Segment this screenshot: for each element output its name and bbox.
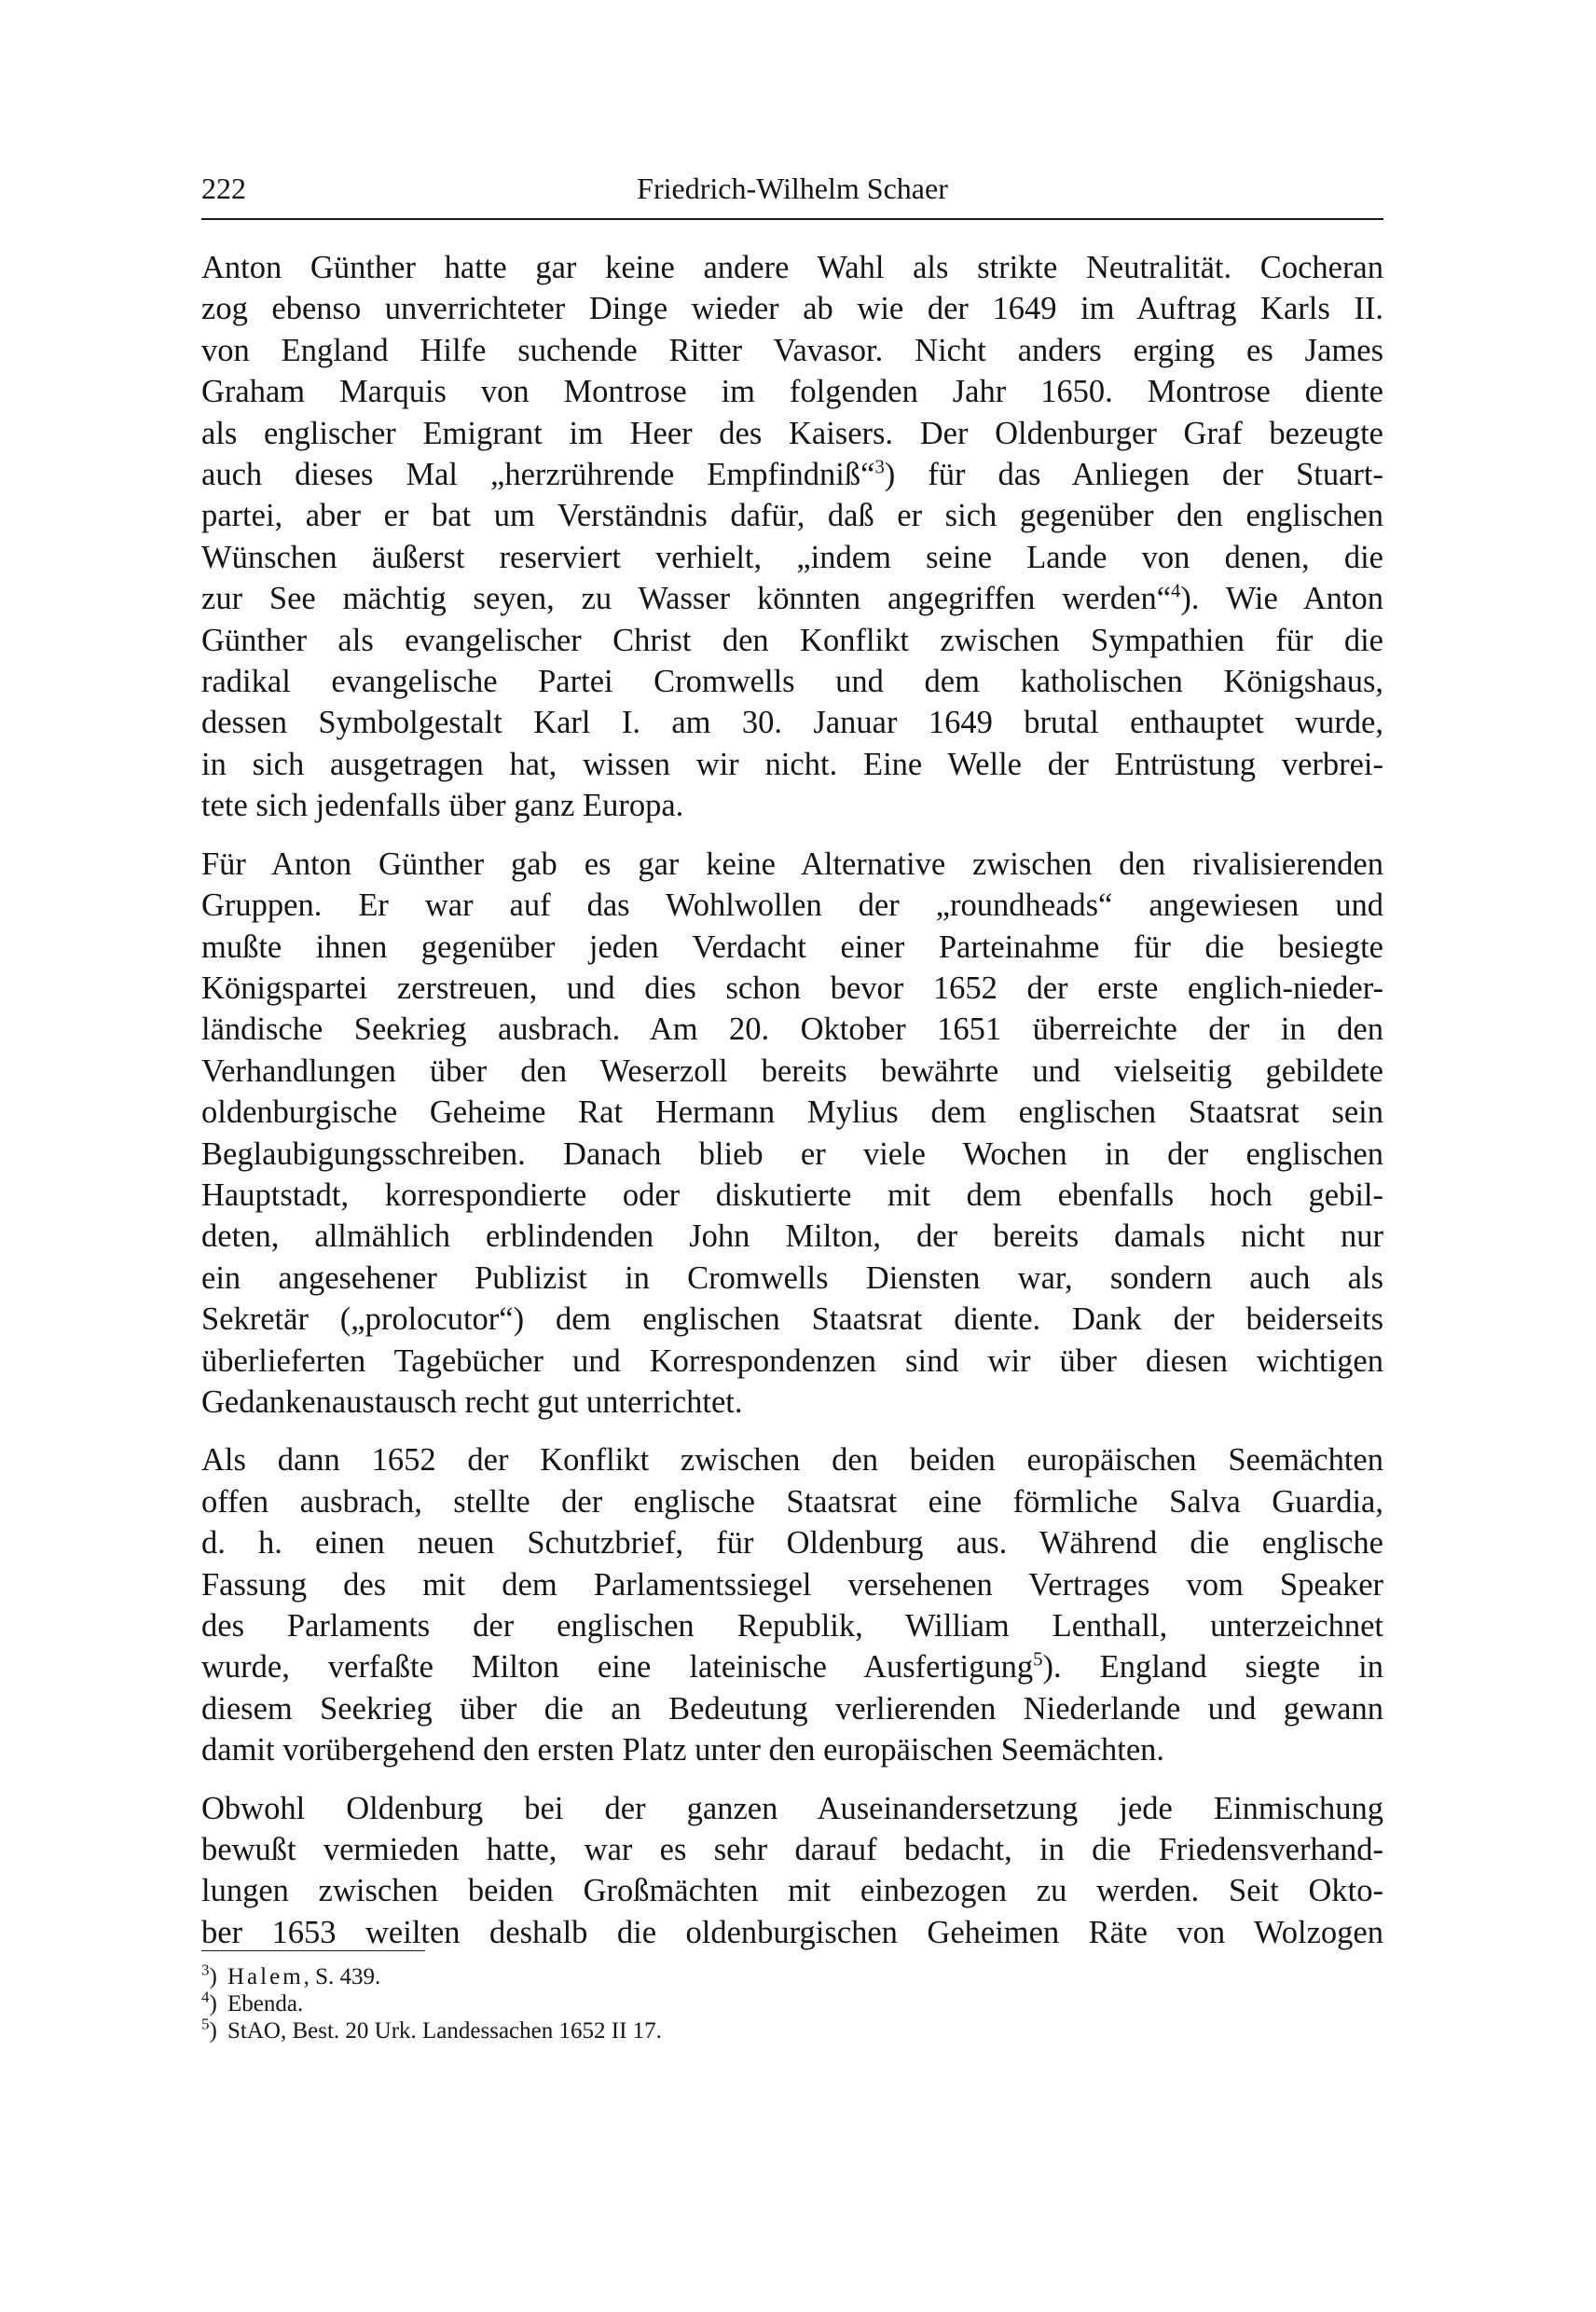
footnote-mark: $^3$)	[201, 1961, 217, 1989]
text-line: Graham Marquis von Montrose im folgenden Jahr 1650. Montrose diente	[201, 374, 1383, 410]
text-line: in sich ausgetragen hat, wissen wir nicht. Eine Welle der Entrüstung verbrei-	[201, 746, 1383, 782]
text-line: ber 1653 weilten deshalb die oldenburgischen Geheimen Räte von Wolzogen	[201, 1914, 1383, 1950]
text-line: Gruppen. Er war auf das Wohlwollen der „roundheads“ angewiesen und	[201, 888, 1383, 924]
text-segment: ). Wie Anton	[1180, 581, 1384, 617]
text-line: Als dann 1652 der Konflikt zwischen den beiden europäischen Seemächten	[201, 1442, 1383, 1479]
footnote-author: Halem	[227, 1964, 304, 1989]
footnote-reference: 3	[874, 457, 885, 478]
text-line: offen ausbrach, stellte der englische Staatsrat eine förmliche Salva Guardia,	[201, 1483, 1383, 1520]
text-line: Wünschen äußerst reserviert verhielt, „indem seine Lande von denen, die	[201, 539, 1383, 575]
text-line: Hauptstadt, korrespondierte oder diskutierte mit dem ebenfalls hoch gebil-	[201, 1177, 1383, 1213]
text-line: deten, allmählich erblindenden John Milton, der bereits damals nicht nur	[201, 1218, 1383, 1255]
text-line: Königspartei zerstreuen, und dies schon bevor 1652 der erste englich-nieder-	[201, 970, 1383, 1006]
footnote-text: , S. 439.	[303, 1964, 381, 1989]
running-head: Friedrich-Wilhelm Schaer	[637, 172, 948, 205]
text-line: Gedankenaustausch recht gut unterrichtet.	[201, 1383, 743, 1420]
footnote-number: 4	[201, 1988, 210, 2006]
page-header	[201, 164, 1383, 213]
text-segment: ) für das Anliegen der Stuart-	[884, 457, 1383, 493]
text-line	[201, 578, 1383, 619]
footnote-5	[201, 2017, 1383, 2044]
text-line: mußte ihnen gegenüber jeden Verdacht einer Parteinahme für die besiegte	[201, 929, 1383, 965]
header-rule	[201, 218, 1383, 220]
text-line: bewußt vermieden hatte, war es sehr darauf bedacht, in die Friedensverhand-	[201, 1832, 1383, 1868]
text-line: Sekretär („prolocutor“) dem englischen Staatsrat diente. Dank der beiderseits	[201, 1301, 1383, 1338]
text-line: diesem Seekrieg über die an Bedeutung verlierenden Niederlande und gewann	[201, 1690, 1383, 1727]
text-line: dessen Symbolgestalt Karl I. am 30. Januar 1649 brutal enthauptet wurde,	[201, 705, 1383, 741]
footnote-reference: 5	[1033, 1649, 1043, 1671]
footnote-mark: $^4$)	[201, 1988, 217, 2016]
paragraph-3	[201, 1439, 1383, 1770]
paragraph-4	[201, 1788, 1383, 1954]
text-line: lungen zwischen beiden Großmächten mit einbezogen zu werden. Seit Okto-	[201, 1873, 1383, 1909]
page-number: 222	[201, 172, 246, 205]
text-line: Für Anton Günther gab es gar keine Alternative zwischen den rivalisierenden	[201, 846, 1383, 882]
text-line: damit vorübergehend den ersten Platz unter den europäischen Seemächten.	[201, 1732, 1165, 1768]
text-line: zog ebenso unverrichteter Dinge wieder ab wie der 1649 im Auftrag Karls II.	[201, 291, 1383, 327]
footnote-number: 3	[201, 1961, 210, 1979]
text-segment: wurde, verfaßte Milton eine lateinische Ausfertigung	[201, 1649, 1034, 1686]
text-line: Beglaubigungsschreiben. Danach blieb er viele Wochen in der englischen	[201, 1135, 1383, 1172]
text-line	[201, 454, 1383, 495]
text-line: tete sich jedenfalls über ganz Europa.	[201, 788, 684, 824]
footnote-3	[201, 1963, 1383, 1990]
footnote-text: StAO, Best. 20 Urk. Landessachen 1652 II 17.	[227, 2018, 662, 2044]
text-line: von England Hilfe suchende Ritter Vavasor. Nicht anders erging es James	[201, 332, 1383, 368]
text-segment: auch dieses Mal „herzrührende Empfindniß“	[201, 457, 875, 493]
footnotes	[201, 1963, 1383, 2044]
text-line: Fassung des mit dem Parlamentssiegel versehenen Vertrages vom Speaker	[201, 1566, 1383, 1603]
footnote-number: 5	[201, 2015, 210, 2033]
footnote-4	[201, 1990, 1383, 2017]
text-line	[201, 1646, 1383, 1687]
text-line: Günther als evangelischer Christ den Konflikt zwischen Sympathien für die	[201, 622, 1383, 658]
text-line: ein angesehener Publizist in Cromwells Diensten war, sondern auch als	[201, 1259, 1383, 1296]
footnote-reference: 4	[1171, 581, 1181, 602]
text-line: ländische Seekrieg ausbrach. Am 20. Oktober 1651 überreichte der in den	[201, 1012, 1383, 1048]
text-line: Obwohl Oldenburg bei der ganzen Auseinandersetzung jede Einmischung	[201, 1790, 1383, 1826]
text-line: oldenburgische Geheime Rat Hermann Mylius dem englischen Staatsrat sein	[201, 1094, 1383, 1131]
text-segment: ). England siegte in	[1042, 1649, 1383, 1686]
text-line: d. h. einen neuen Schutzbrief, für Oldenburg aus. Während die englische	[201, 1525, 1383, 1562]
text-line: als englischer Emigrant im Heer des Kaisers. Der Oldenburger Graf bezeugte	[201, 415, 1383, 451]
text-line: radikal evangelische Partei Cromwells und dem katholischen Königshaus,	[201, 664, 1383, 700]
footnote-mark: $^5$)	[201, 2015, 217, 2044]
text-line: Verhandlungen über den Weserzoll bereits bewährte und vielseitig gebildete	[201, 1053, 1383, 1089]
text-line: Anton Günther hatte gar keine andere Wahl als strikte Neutralität. Cocheran	[201, 250, 1383, 285]
paragraph-2	[201, 844, 1383, 1424]
footnote-text: Ebenda.	[227, 1991, 304, 2016]
text-line: überlieferten Tagebücher und Korrespondenzen sind wir über diesen wichtigen	[201, 1342, 1383, 1379]
paragraph-1	[201, 247, 1383, 827]
text-segment: zur See mächtig seyen, zu Wasser könnten angegriffen werden“	[201, 581, 1172, 617]
footnote-rule	[201, 1950, 425, 1951]
text-line: des Parlaments der englischen Republik, William Lenthall, unterzeichnet	[201, 1608, 1383, 1644]
body-text	[201, 247, 1383, 1970]
text-line: partei, aber er bat um Verständnis dafür, daß er sich gegenüber den englischen	[201, 498, 1383, 534]
